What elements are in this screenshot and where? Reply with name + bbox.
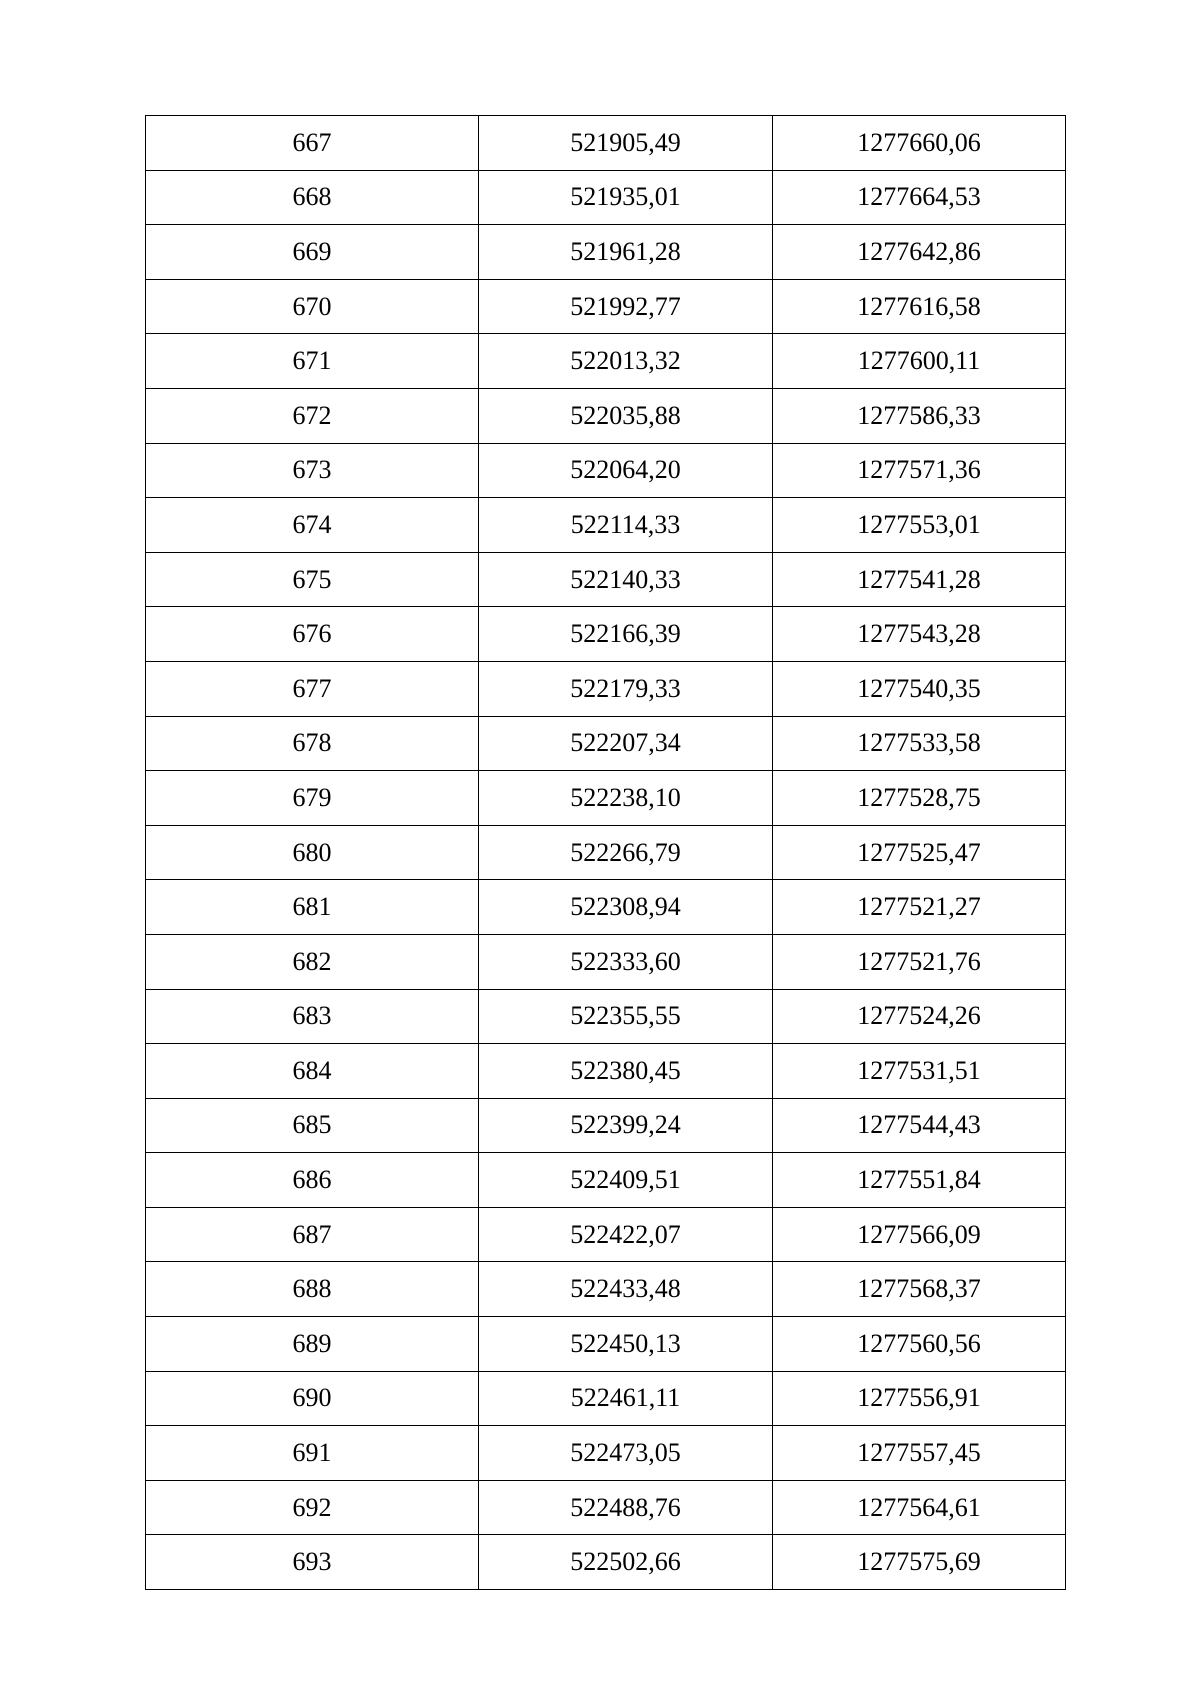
x-coordinate-cell: 522502,66 xyxy=(479,1535,773,1590)
x-coordinate-cell: 522473,05 xyxy=(479,1426,773,1481)
coordinates-table xyxy=(145,115,1066,1590)
table-row xyxy=(146,334,1066,389)
y-coordinate-cell: 1277586,33 xyxy=(773,388,1066,443)
y-coordinate-cell: 1277557,45 xyxy=(773,1426,1066,1481)
x-coordinate-cell: 522308,94 xyxy=(479,880,773,935)
y-coordinate-cell: 1277568,37 xyxy=(773,1262,1066,1317)
y-coordinate-cell: 1277544,43 xyxy=(773,1098,1066,1153)
table-row xyxy=(146,607,1066,662)
point-number-cell: 687 xyxy=(146,1207,479,1262)
table-row xyxy=(146,1207,1066,1262)
point-number-cell: 676 xyxy=(146,607,479,662)
table-row xyxy=(146,1098,1066,1153)
table-row xyxy=(146,225,1066,280)
point-number-cell: 678 xyxy=(146,716,479,771)
y-coordinate-cell: 1277541,28 xyxy=(773,552,1066,607)
table-row xyxy=(146,443,1066,498)
y-coordinate-cell: 1277533,58 xyxy=(773,716,1066,771)
table-row xyxy=(146,552,1066,607)
x-coordinate-cell: 522013,32 xyxy=(479,334,773,389)
table-row xyxy=(146,771,1066,826)
table-row xyxy=(146,1535,1066,1590)
point-number-cell: 692 xyxy=(146,1480,479,1535)
table-row xyxy=(146,880,1066,935)
table-row xyxy=(146,388,1066,443)
point-number-cell: 682 xyxy=(146,934,479,989)
x-coordinate-cell: 521992,77 xyxy=(479,279,773,334)
table-row xyxy=(146,1044,1066,1099)
x-coordinate-cell: 522140,33 xyxy=(479,552,773,607)
point-number-cell: 685 xyxy=(146,1098,479,1153)
table-row xyxy=(146,1317,1066,1372)
point-number-cell: 689 xyxy=(146,1317,479,1372)
x-coordinate-cell: 522238,10 xyxy=(479,771,773,826)
point-number-cell: 693 xyxy=(146,1535,479,1590)
x-coordinate-cell: 522450,13 xyxy=(479,1317,773,1372)
x-coordinate-cell: 522488,76 xyxy=(479,1480,773,1535)
table-row xyxy=(146,825,1066,880)
y-coordinate-cell: 1277616,58 xyxy=(773,279,1066,334)
point-number-cell: 679 xyxy=(146,771,479,826)
y-coordinate-cell: 1277560,56 xyxy=(773,1317,1066,1372)
table-row xyxy=(146,989,1066,1044)
point-number-cell: 690 xyxy=(146,1371,479,1426)
table-row xyxy=(146,934,1066,989)
point-number-cell: 673 xyxy=(146,443,479,498)
table-row xyxy=(146,170,1066,225)
point-number-cell: 674 xyxy=(146,498,479,553)
x-coordinate-cell: 521961,28 xyxy=(479,225,773,280)
table-row xyxy=(146,1371,1066,1426)
table-row xyxy=(146,1153,1066,1208)
table-row xyxy=(146,116,1066,171)
x-coordinate-cell: 522114,33 xyxy=(479,498,773,553)
y-coordinate-cell: 1277531,51 xyxy=(773,1044,1066,1099)
y-coordinate-cell: 1277524,26 xyxy=(773,989,1066,1044)
x-coordinate-cell: 522433,48 xyxy=(479,1262,773,1317)
point-number-cell: 680 xyxy=(146,825,479,880)
y-coordinate-cell: 1277551,84 xyxy=(773,1153,1066,1208)
y-coordinate-cell: 1277566,09 xyxy=(773,1207,1066,1262)
y-coordinate-cell: 1277600,11 xyxy=(773,334,1066,389)
y-coordinate-cell: 1277553,01 xyxy=(773,498,1066,553)
x-coordinate-cell: 522035,88 xyxy=(479,388,773,443)
point-number-cell: 677 xyxy=(146,661,479,716)
y-coordinate-cell: 1277660,06 xyxy=(773,116,1066,171)
table-row xyxy=(146,1480,1066,1535)
table-row xyxy=(146,279,1066,334)
x-coordinate-cell: 522461,11 xyxy=(479,1371,773,1426)
x-coordinate-cell: 522333,60 xyxy=(479,934,773,989)
x-coordinate-cell: 522166,39 xyxy=(479,607,773,662)
y-coordinate-cell: 1277664,53 xyxy=(773,170,1066,225)
y-coordinate-cell: 1277528,75 xyxy=(773,771,1066,826)
x-coordinate-cell: 522422,07 xyxy=(479,1207,773,1262)
point-number-cell: 683 xyxy=(146,989,479,1044)
table-row xyxy=(146,661,1066,716)
y-coordinate-cell: 1277556,91 xyxy=(773,1371,1066,1426)
y-coordinate-cell: 1277571,36 xyxy=(773,443,1066,498)
table-row xyxy=(146,716,1066,771)
y-coordinate-cell: 1277540,35 xyxy=(773,661,1066,716)
x-coordinate-cell: 522399,24 xyxy=(479,1098,773,1153)
x-coordinate-cell: 522380,45 xyxy=(479,1044,773,1099)
table-row xyxy=(146,498,1066,553)
y-coordinate-cell: 1277642,86 xyxy=(773,225,1066,280)
x-coordinate-cell: 522179,33 xyxy=(479,661,773,716)
y-coordinate-cell: 1277521,27 xyxy=(773,880,1066,935)
y-coordinate-cell: 1277525,47 xyxy=(773,825,1066,880)
point-number-cell: 681 xyxy=(146,880,479,935)
x-coordinate-cell: 521935,01 xyxy=(479,170,773,225)
point-number-cell: 667 xyxy=(146,116,479,171)
x-coordinate-cell: 522409,51 xyxy=(479,1153,773,1208)
x-coordinate-cell: 522207,34 xyxy=(479,716,773,771)
x-coordinate-cell: 522355,55 xyxy=(479,989,773,1044)
point-number-cell: 668 xyxy=(146,170,479,225)
x-coordinate-cell: 522266,79 xyxy=(479,825,773,880)
point-number-cell: 671 xyxy=(146,334,479,389)
point-number-cell: 684 xyxy=(146,1044,479,1099)
point-number-cell: 672 xyxy=(146,388,479,443)
point-number-cell: 675 xyxy=(146,552,479,607)
point-number-cell: 686 xyxy=(146,1153,479,1208)
point-number-cell: 669 xyxy=(146,225,479,280)
y-coordinate-cell: 1277564,61 xyxy=(773,1480,1066,1535)
point-number-cell: 670 xyxy=(146,279,479,334)
table-row xyxy=(146,1426,1066,1481)
table-row xyxy=(146,1262,1066,1317)
y-coordinate-cell: 1277521,76 xyxy=(773,934,1066,989)
x-coordinate-cell: 521905,49 xyxy=(479,116,773,171)
point-number-cell: 691 xyxy=(146,1426,479,1481)
y-coordinate-cell: 1277543,28 xyxy=(773,607,1066,662)
x-coordinate-cell: 522064,20 xyxy=(479,443,773,498)
coordinates-table-body xyxy=(146,116,1066,1590)
y-coordinate-cell: 1277575,69 xyxy=(773,1535,1066,1590)
point-number-cell: 688 xyxy=(146,1262,479,1317)
